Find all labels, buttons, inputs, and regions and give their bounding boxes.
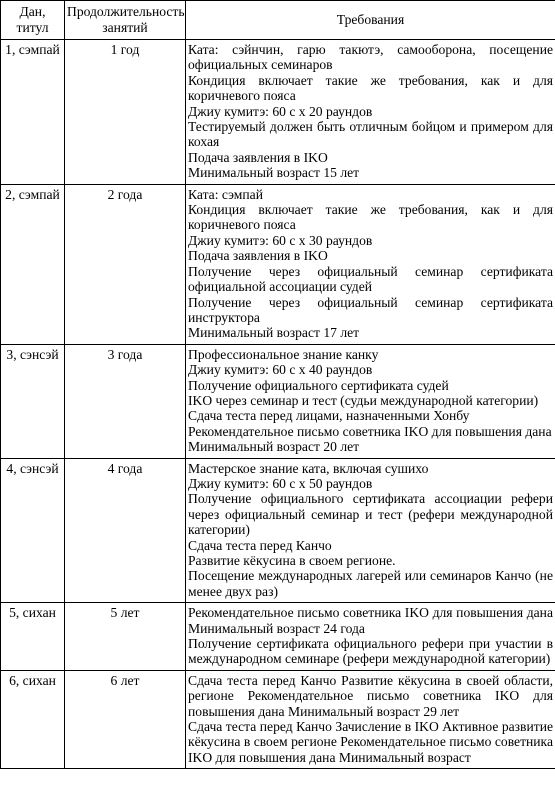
dan-cell: 3, сэнсэй bbox=[1, 344, 65, 458]
requirement-line: Джиу кумитэ: 60 с х 40 раундов bbox=[188, 362, 373, 378]
table-row bbox=[1, 603, 555, 671]
requirements-cell bbox=[186, 184, 555, 344]
requirement-line: Получение официального сертификата ассоциации рефери через официальный семинар и тест (рефери международной категории) bbox=[188, 491, 553, 538]
requirement-line: IKO через семинар и тест (судьи международной категории) bbox=[188, 392, 539, 408]
requirement-line: Рекомендательное письмо советника IKO для повышения дана Минимальный возраст 24 года bbox=[188, 605, 553, 636]
header-duration: Продолжительность занятий bbox=[65, 1, 186, 40]
requirement-line: Мастерское знание ката, включая сушихо bbox=[188, 460, 429, 476]
table-row bbox=[1, 184, 555, 344]
requirements-cell bbox=[186, 670, 555, 768]
dan-cell: 6, сихан bbox=[1, 670, 65, 768]
duration-cell: 1 год bbox=[65, 40, 186, 185]
table-header-row bbox=[1, 1, 555, 40]
requirement-line: Посещение международных лагерей или семинаров Канчо (не менее двух раз) bbox=[188, 568, 553, 599]
table-body bbox=[1, 40, 555, 769]
duration-cell: 3 года bbox=[65, 344, 186, 458]
duration-cell: 2 года bbox=[65, 184, 186, 344]
table-row bbox=[1, 40, 555, 185]
requirements-cell bbox=[186, 40, 555, 185]
requirement-line: Развитие кёкусина в своем регионе. bbox=[188, 553, 396, 568]
requirement-line: Получение сертификата официального рефери при участии в международном семинаре (рефери международной категории) bbox=[188, 636, 553, 667]
requirement-line: Ката: сэмпай bbox=[188, 186, 263, 202]
requirement-line: Сдача теста перед Канчо bbox=[188, 537, 332, 553]
requirement-line: Минимальный возраст 17 лет bbox=[188, 325, 360, 341]
requirement-line: Джиу кумитэ: 60 с х 20 раундов bbox=[188, 103, 373, 119]
requirements-cell bbox=[186, 458, 555, 603]
requirement-line: Минимальный возраст 15 лет bbox=[188, 165, 360, 181]
duration-cell: 5 лет bbox=[65, 603, 186, 671]
dan-cell: 1, сэмпай bbox=[1, 40, 65, 185]
duration-cell: 6 лет bbox=[65, 670, 186, 768]
requirement-line: Сдача теста перед лицами, назначенными Хонбу bbox=[188, 408, 470, 424]
dan-cell: 2, сэмпай bbox=[1, 184, 65, 344]
requirement-line: Получение через официальный семинар сертификата инструктора bbox=[188, 294, 553, 325]
header-requirements: Требования bbox=[186, 1, 555, 40]
dan-cell: 4, сэнсэй bbox=[1, 458, 65, 603]
dan-cell: 5, сихан bbox=[1, 603, 65, 671]
requirement-line: Джиу кумитэ: 60 с х 30 раундов bbox=[188, 232, 373, 248]
requirement-line: Ката: сэйнчин, гарю такютэ, самооборона, посещение официальных семинаров bbox=[188, 42, 553, 73]
requirement-line: Подача заявления в IKO bbox=[188, 149, 328, 165]
requirements-cell bbox=[186, 344, 555, 458]
requirement-line: Сдача теста перед Канчо Развитие кёкусина в своей области, регионе Рекомендательное письмо советника IKO для повышения дана Минимальный возраст 29 лет bbox=[188, 672, 553, 719]
requirement-line: Рекомендательное письмо советника IKO для повышения дана bbox=[188, 423, 552, 439]
requirement-line: Минимальный возраст 20 лет bbox=[188, 439, 360, 455]
table-row bbox=[1, 458, 555, 603]
requirement-line: Тестируемый должен быть отличным бойцом и примером для кохая bbox=[188, 119, 553, 150]
requirement-line: Кондиция включает такие же требования, как и для коричневого пояса bbox=[188, 202, 553, 233]
duration-cell: 4 года bbox=[65, 458, 186, 603]
requirement-line: Получение официального сертификата судей bbox=[188, 377, 449, 393]
requirement-line: Джиу кумитэ: 60 с х 50 раундов bbox=[188, 475, 373, 491]
requirement-line: Подача заявления в IKO bbox=[188, 248, 328, 264]
table-row bbox=[1, 344, 555, 458]
requirement-line: Сдача теста перед Канчо Зачисление в IKO Активное развитие кёкусина в своем регионе Рекомендательное письмо советника IKO для повышения дана Минимальный возраст bbox=[188, 719, 553, 765]
requirements-cell bbox=[186, 603, 555, 671]
requirement-line: Кондиция включает такие же требования, как и для коричневого пояса bbox=[188, 72, 553, 104]
requirement-line: Профессиональное знание канку bbox=[188, 346, 379, 362]
table-row bbox=[1, 670, 555, 768]
header-dan: Дан, титул bbox=[1, 1, 65, 40]
requirement-line: Получение через официальный семинар сертификата официальной ассоциации судей bbox=[188, 263, 553, 295]
